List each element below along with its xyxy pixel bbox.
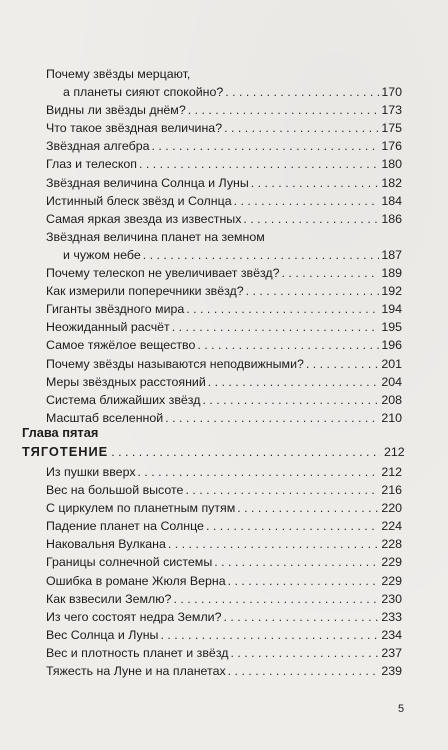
toc-entry: [46, 553, 402, 571]
toc-entry: [46, 590, 402, 608]
toc-entry: [46, 644, 402, 662]
toc-entry-page: 194: [381, 302, 402, 317]
toc-entry: [46, 65, 402, 101]
toc-entry-title: Как взвесили Землю?: [46, 591, 172, 606]
toc-entry-title: Масштаб вселенной: [46, 410, 164, 425]
toc-entry-page: 230: [381, 591, 402, 606]
toc-entry: [46, 463, 402, 481]
toc-entry-title: Падение планет на Солнце: [46, 519, 204, 534]
toc-entry: [46, 626, 402, 644]
toc-entry: [46, 137, 402, 155]
chapter-title-entry: [22, 443, 405, 461]
chapter-heading: Глава пятая: [22, 425, 99, 440]
toc-entry-page: 182: [381, 175, 402, 190]
toc-entry-title: Самая яркая звезда из известных: [46, 211, 242, 226]
toc-entry: [46, 155, 402, 173]
toc-entry-title: Самое тяжёлое вещество: [46, 338, 196, 353]
dot-leader: [185, 481, 379, 499]
toc-entry: [46, 572, 402, 590]
toc-entry-title: С циркулем по планетным путям: [46, 501, 236, 516]
dot-leader: [186, 300, 379, 318]
toc-entry-page: 180: [381, 157, 402, 172]
toc-entry: [46, 373, 402, 391]
dot-leader: [160, 626, 379, 644]
toc-entry-title: Вес на большой высоте: [46, 483, 184, 498]
toc-entry: [46, 355, 402, 373]
toc-entry-title: Как измерили поперечники звёзд?: [46, 284, 244, 299]
dot-leader: [230, 644, 379, 662]
toc-entry-title: Из пушки вверх: [46, 465, 136, 479]
toc-entry-page: 228: [381, 537, 402, 552]
toc-entry-page: 186: [381, 211, 402, 226]
toc-entry-page: 239: [381, 664, 402, 679]
toc-entry-page: 192: [381, 284, 402, 299]
dot-leader: [306, 355, 379, 373]
dot-leader: [225, 83, 379, 101]
toc-entry: [46, 608, 402, 626]
toc-entry-title: Система ближайших звёзд: [46, 392, 201, 407]
dot-leader: [251, 174, 380, 192]
toc-entry: [46, 228, 402, 264]
toc-entry: [46, 499, 402, 517]
dot-leader: [173, 590, 379, 608]
toc-entry: [46, 300, 402, 318]
dot-leader: [165, 409, 379, 427]
toc-entry-page: 204: [381, 374, 402, 389]
dot-leader: [139, 155, 379, 173]
toc-entry-title: Наковальня Вулкана: [46, 537, 166, 552]
dot-leader: [111, 443, 381, 461]
dot-leader: [237, 499, 379, 517]
toc-entry-title: Что такое звёздная величина?: [46, 121, 223, 136]
toc-entry-title: Гиганты звёздного мира: [46, 302, 185, 317]
toc-entry-title: Почему телескоп не увеличивает звёзд?: [46, 266, 280, 281]
toc-entry-page: 237: [381, 645, 402, 660]
toc-entry-title: Границы солнечной системы: [46, 555, 213, 570]
toc-entry-title: Вес и плотность планет и звёзд: [46, 645, 229, 660]
toc-entry-page: 196: [381, 338, 402, 353]
toc-entry-page: 184: [381, 193, 402, 208]
toc-entry-page: 210: [381, 410, 402, 425]
toc-entry-page: 208: [381, 392, 402, 407]
toc-entry-title: Неожиданный расчёт: [46, 320, 170, 335]
toc-entry: [46, 318, 402, 336]
toc-entry-page: 229: [381, 555, 402, 570]
toc-entry-page: 212: [381, 465, 402, 479]
dot-leader: [228, 572, 380, 590]
toc-entry: [46, 264, 402, 282]
dot-leader: [246, 282, 380, 300]
toc-entry-page: 216: [381, 483, 402, 498]
dot-leader: [214, 553, 379, 571]
toc-entry-title: Почему звёзды называются неподвижными?: [46, 356, 304, 371]
dot-leader: [172, 318, 380, 336]
toc-section-one: [46, 65, 402, 427]
toc-entry: [46, 119, 402, 137]
toc-entry-page: 195: [381, 320, 402, 335]
toc-entry-title: Звёздная алгебра: [46, 139, 150, 154]
dot-leader: [168, 535, 379, 553]
toc-entry: [46, 535, 402, 553]
toc-entry-page: 173: [381, 103, 402, 118]
dot-leader: [223, 608, 379, 626]
dot-leader: [206, 517, 379, 535]
toc-entry-title: Глаз и телескоп: [46, 157, 137, 172]
toc-entry-page: 220: [381, 501, 402, 516]
toc-entry-title-line1: Звёздная величина планет на земном: [46, 229, 265, 244]
toc-entry-title: Истинный блеск звёзд и Солнца: [46, 193, 232, 208]
dot-leader: [138, 463, 380, 481]
toc-entry-title: Меры звёздных расстояний: [46, 374, 206, 389]
dot-leader: [282, 264, 380, 282]
toc-entry-title: Тяжесть на Луне и на планетах: [46, 664, 226, 679]
toc-entry-page: 201: [381, 356, 402, 371]
toc-entry-page: 175: [381, 121, 402, 136]
toc-entry: [46, 174, 402, 192]
toc-entry-title-line2: а планеты сияют спокойно?: [63, 85, 224, 100]
toc-entry-page: 176: [381, 139, 402, 154]
toc-entry-page: 234: [381, 627, 402, 642]
toc-entry-page: 229: [381, 573, 402, 588]
toc-entry: [46, 336, 402, 354]
toc-section-two: [46, 463, 402, 680]
toc-entry: [46, 210, 402, 228]
toc-entry-page: 233: [381, 609, 402, 624]
dot-leader: [224, 119, 379, 137]
chapter-title: ТЯГОТЕНИЕ: [22, 444, 109, 459]
dot-leader: [228, 662, 380, 680]
toc-entry-page: 170: [381, 85, 402, 100]
dot-leader: [188, 101, 380, 119]
toc-entry-title: Ошибка в романе Жюля Верна: [46, 573, 226, 588]
toc-entry-title-line1: Почему звёзды мерцают,: [46, 67, 191, 81]
toc-entry: [46, 409, 402, 427]
toc-entry-page: 187: [381, 247, 402, 262]
toc-entry-title: Видны ли звёзды днём?: [46, 103, 186, 118]
dot-leader: [208, 373, 380, 391]
toc-entry: [46, 481, 402, 499]
toc-entry-title: Звёздная величина Солнца и Луны: [46, 175, 249, 190]
dot-leader: [243, 210, 379, 228]
toc-entry: [46, 517, 402, 535]
toc-entry-page: 189: [381, 266, 402, 281]
page-number: 5: [398, 703, 405, 715]
toc-entry: [46, 282, 402, 300]
dot-leader: [202, 391, 379, 409]
toc-entry: [46, 192, 402, 210]
chapter-page: 212: [384, 445, 405, 459]
toc-entry: [46, 662, 402, 680]
toc-entry: [46, 391, 402, 409]
dot-leader: [234, 192, 380, 210]
toc-entry-title: Вес Солнца и Луны: [46, 627, 159, 642]
toc-entry-title-line2: и чужом небе: [63, 247, 141, 262]
toc-entry-page: 224: [381, 519, 402, 534]
dot-leader: [197, 336, 379, 354]
toc-entry: [46, 101, 402, 119]
dot-leader: [143, 246, 380, 264]
toc-entry-title: Из чего состоят недра Земли?: [46, 609, 222, 624]
dot-leader: [151, 137, 379, 155]
